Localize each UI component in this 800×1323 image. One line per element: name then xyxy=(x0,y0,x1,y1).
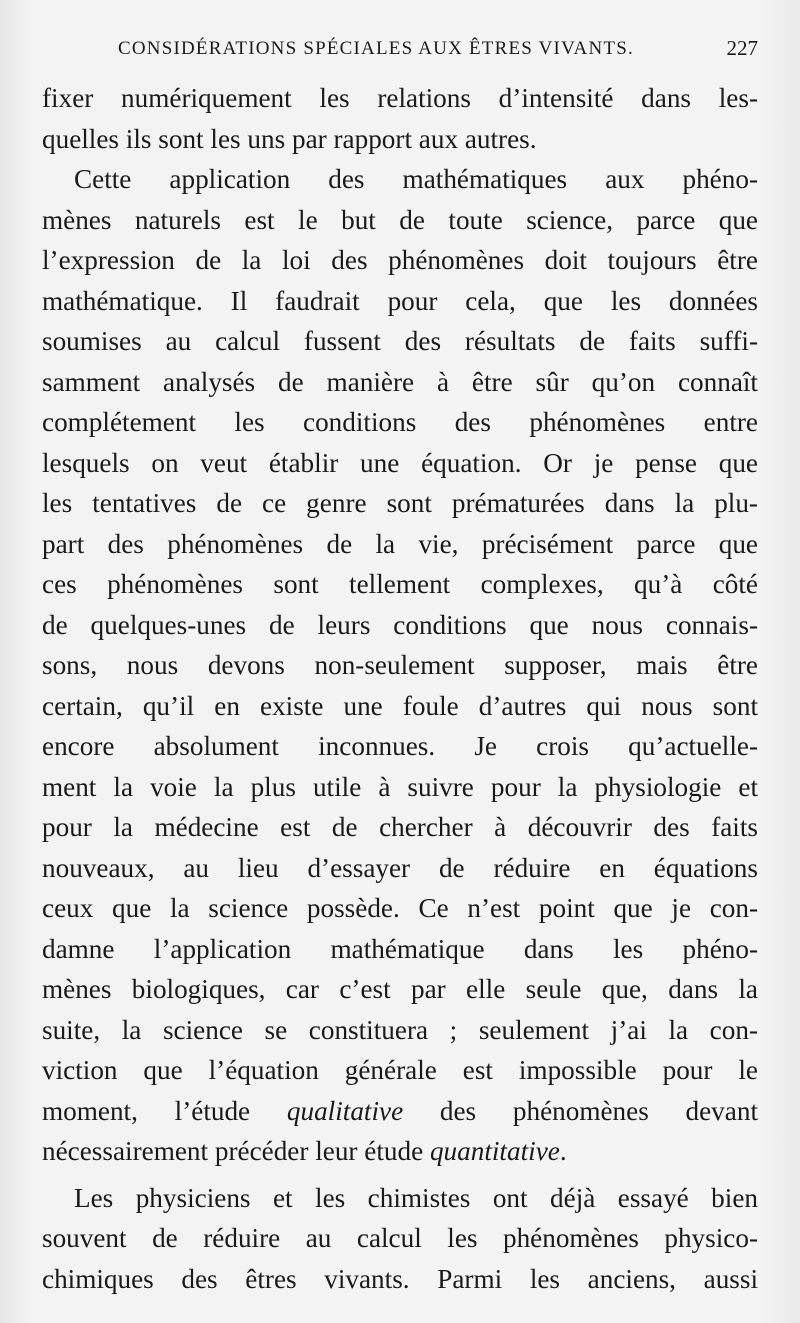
text-line: suite, la science se constituera ; seulement j’ai la con- xyxy=(42,1014,758,1045)
paragraph-3 xyxy=(42,1178,758,1300)
text-line: ment la voie la plus utile à suivre pour la physiologie et xyxy=(42,771,758,802)
text-line: pour la médecine est de chercher à découvrir des faits xyxy=(42,812,758,842)
text-line: lesquels on veut établir une équation. Or je pense que xyxy=(42,447,758,478)
page-header xyxy=(118,38,758,68)
text-line: viction que l’équation générale est impossible pour le xyxy=(42,1055,758,1085)
text-line: Les physiciens et les chimistes ont déjà essayé bien xyxy=(74,1182,758,1213)
text-line: nouveaux, au lieu d’essayer de réduire en équations xyxy=(42,852,758,883)
text-line: mathématique. Il faudrait pour cela, que les données xyxy=(42,285,758,316)
text-segment: nécessairement précéder leur étude xyxy=(42,1136,430,1166)
text-line xyxy=(42,1131,758,1172)
paragraph-2 xyxy=(42,159,758,1172)
running-head: CONSIDÉRATIONS SPÉCIALES AUX ÊTRES VIVANTS. xyxy=(118,38,634,59)
text-segment: moment, l’étude xyxy=(42,1095,287,1126)
text-line: mènes naturels est le but de toute science, parce que xyxy=(42,204,758,235)
text-line: complétement les conditions des phénomènes entre xyxy=(42,407,758,437)
text-segment: . xyxy=(559,1136,567,1166)
emphasized-word: qualitative xyxy=(286,1095,404,1126)
emphasized-word: quantitative xyxy=(429,1136,560,1166)
text-line: de quelques-unes de leurs conditions que nous connais- xyxy=(42,609,758,640)
paragraph-1 xyxy=(42,78,758,159)
text-line: chimiques des êtres vivants. Parmi les anciens, aussi xyxy=(42,1263,758,1294)
text-line: certain, qu’il en existe une foule d’autres qui nous sont xyxy=(42,690,758,721)
text-line: fixer numériquement les relations d’intensité dans les- xyxy=(42,83,758,113)
text-line: ces phénomènes sont tellement complexes, qu’à côté xyxy=(42,569,758,599)
text-line: souvent de réduire au calcul les phénomènes physico- xyxy=(42,1223,758,1253)
text-line: encore absolument inconnues. Je crois qu’actuelle- xyxy=(42,731,758,761)
text-line: quelles ils sont les uns par rapport aux autres. xyxy=(42,123,537,154)
text-line xyxy=(42,1091,758,1132)
page-number: 227 xyxy=(726,36,758,60)
text-line: l’expression de la loi des phénomènes doit toujours être xyxy=(42,245,758,275)
text-line: soumises au calcul fussent des résultats de faits suffi- xyxy=(42,326,758,356)
text-line: sons, nous devons non-seulement supposer, mais être xyxy=(42,650,758,680)
text-line: Cette application des mathématiques aux phéno- xyxy=(74,164,758,194)
body-text xyxy=(42,78,758,1299)
text-line: damne l’application mathématique dans les phéno- xyxy=(42,933,758,964)
text-line: samment analysés de manière à être sûr qu’on connaît xyxy=(42,366,758,397)
text-segment: des phénomènes devant xyxy=(403,1095,758,1126)
text-line: mènes biologiques, car c’est par elle seule que, dans la xyxy=(42,974,758,1004)
text-line: ceux que la science possède. Ce n’est point que je con- xyxy=(42,893,758,923)
text-line: part des phénomènes de la vie, précisément parce que xyxy=(42,528,758,559)
text-line: les tentatives de ce genre sont prématurées dans la plu- xyxy=(42,488,758,518)
